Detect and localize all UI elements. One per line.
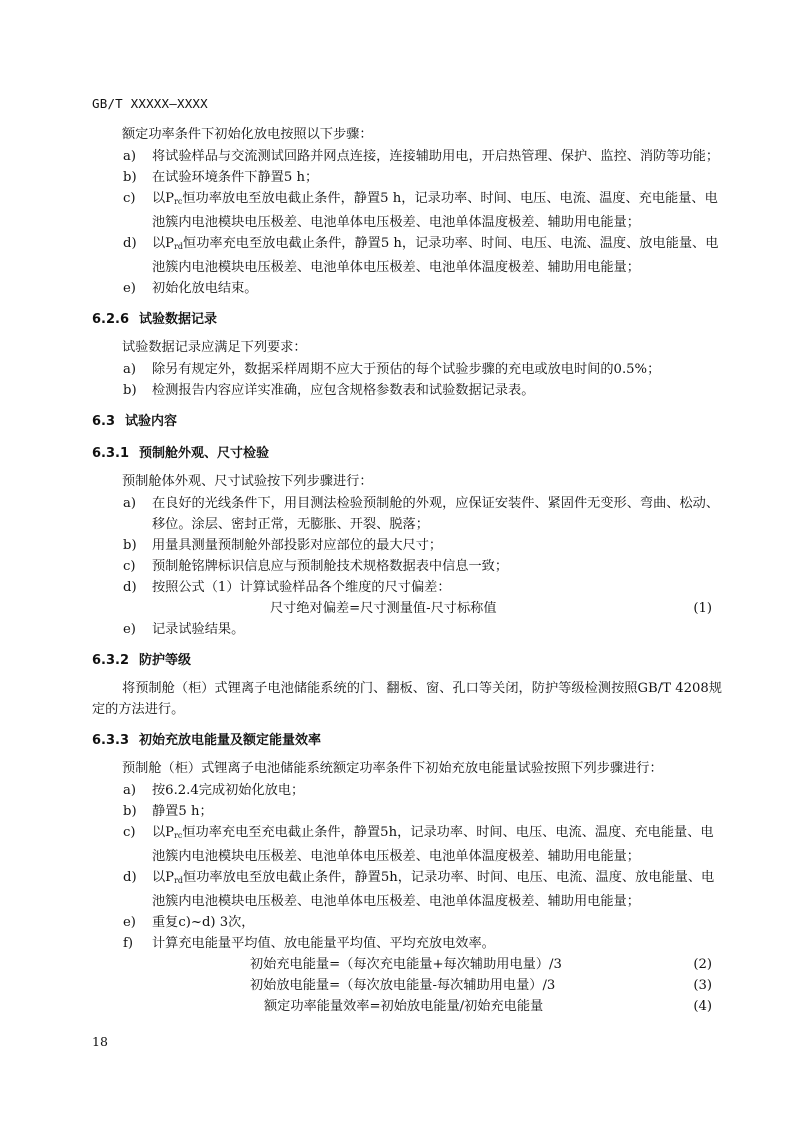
list-item: b) 在试验环境条件下静置5 h； <box>123 170 319 185</box>
list-item: a) 除另有规定外，数据采样周期不应大于预估的每个试验步骤的充电或放电时间的0.5%； <box>123 362 661 377</box>
list-item: d) 按照公式（1）计算试验样品各个维度的尺寸偏差： <box>123 580 451 595</box>
list-item: b) 检测报告内容应详实准确，应包含规格参数表和试验数据记录表。 <box>123 383 535 398</box>
list-item: b) 静置5 h； <box>123 804 213 819</box>
section-paragraph: 预制舱（柜）式锂离子电池储能系统额定功率条件下初始充放电能量试验按照下列步骤进行： <box>122 761 663 776</box>
document-body <box>92 124 722 1017</box>
section-heading-6-3-3: 6.3.3 初始充放电能量及额定能量效率 <box>92 733 322 748</box>
section-paragraph: 试验数据记录应满足下列要求： <box>122 340 307 355</box>
list-item: e) 初始化放电结束。 <box>123 281 258 296</box>
list-item: b) 用量具测量预制舱外部投影对应部位的最大尺寸； <box>123 538 443 553</box>
formula-2: 初始充电能量=（每次充电能量+每次辅助用电量）/3 (2) <box>250 957 712 972</box>
list-item: c) 预制舱铭牌标识信息应与预制舱技术规格数据表中信息一致； <box>123 559 509 574</box>
list-item: d) 以$P_{rd}$恒功率放电至放电截止条件，静置5h，记录功率、时间、电压、电流、温度、放电能量、电池簇内电池模块电压极差、电池单体电压极差、电池单体温度极差、辅助用电能量； <box>123 870 715 909</box>
list-item: a) 将试验样品与交流测试回路并网点连接，连接辅助用电，开启热管理、保护、监控、消防等功能； <box>123 149 720 164</box>
list-item: e) 记录试验结果。 <box>123 622 245 637</box>
section-heading-6-3: 6.3 试验内容 <box>92 414 178 429</box>
list-item: c) 以$P_{rc}$恒功率充电至充电截止条件，静置5h，记录功率、时间、电压、电流、温度、充电能量、电池簇内电池模块电压极差、电池单体电压极差、电池单体温度极差、辅助用电能量； <box>123 825 714 864</box>
list-item: f) 计算充电能量平均值、放电能量平均值、平均充放电效率。 <box>123 936 495 951</box>
page-number: 18 <box>92 1034 108 1049</box>
formula-1: 尺寸绝对偏差=尺寸测量值-尺寸标称值 (1) <box>270 601 712 616</box>
list-item: a) 在良好的光线条件下，用目测法检验预制舱的外观，应保证安装件、紧固件无变形、弯曲、松动、移位。涂层、密封正常，无膨胀、开裂、脱落； <box>123 496 720 532</box>
intro-paragraph: 额定功率条件下初始化放电按照以下步骤： <box>122 127 373 142</box>
section-heading-6-3-1: 6.3.1 预制舱外观、尺寸检验 <box>92 446 270 461</box>
section-heading-6-2-6: 6.2.6 试验数据记录 <box>92 312 218 327</box>
formula-4: 额定功率能量效率=初始放电能量/初始充电能量 (4) <box>264 999 712 1014</box>
list-item: e) 重复c)~d) 3次， <box>123 915 255 930</box>
list-item: d) 以$P_{rd}$恒功率充电至放电截止条件，静置5 h，记录功率、时间、电压、电流、温度、放电能量、电池簇内电池模块电压极差、电池单体电压极差、电池单体温度极差、辅助用电能量； <box>123 236 719 275</box>
section-paragraph: 将预制舱（柜）式锂离子电池储能系统的门、翻板、窗、孔口等关闭，防护等级检测按照GB/T 4208规定的方法进行。 <box>92 681 722 717</box>
section-heading-6-3-2: 6.3.2 防护等级 <box>92 653 192 668</box>
standard-code-header: GB/T XXXXX—XXXX <box>92 96 208 111</box>
list-item: a) 按6.2.4完成初始化放电； <box>123 783 305 798</box>
formula-3: 初始放电能量=（每次放电能量-每次辅助用电量）/3 (3) <box>250 978 712 993</box>
section-paragraph: 预制舱体外观、尺寸试验按下列步骤进行： <box>122 474 373 489</box>
list-item: c) 以$P_{rc}$恒功率放电至放电截止条件，静置5 h，记录功率、时间、电压、电流、温度、充电能量、电池簇内电池模块电压极差、电池单体电压极差、电池单体温度极差、辅助用电能量； <box>123 191 718 230</box>
